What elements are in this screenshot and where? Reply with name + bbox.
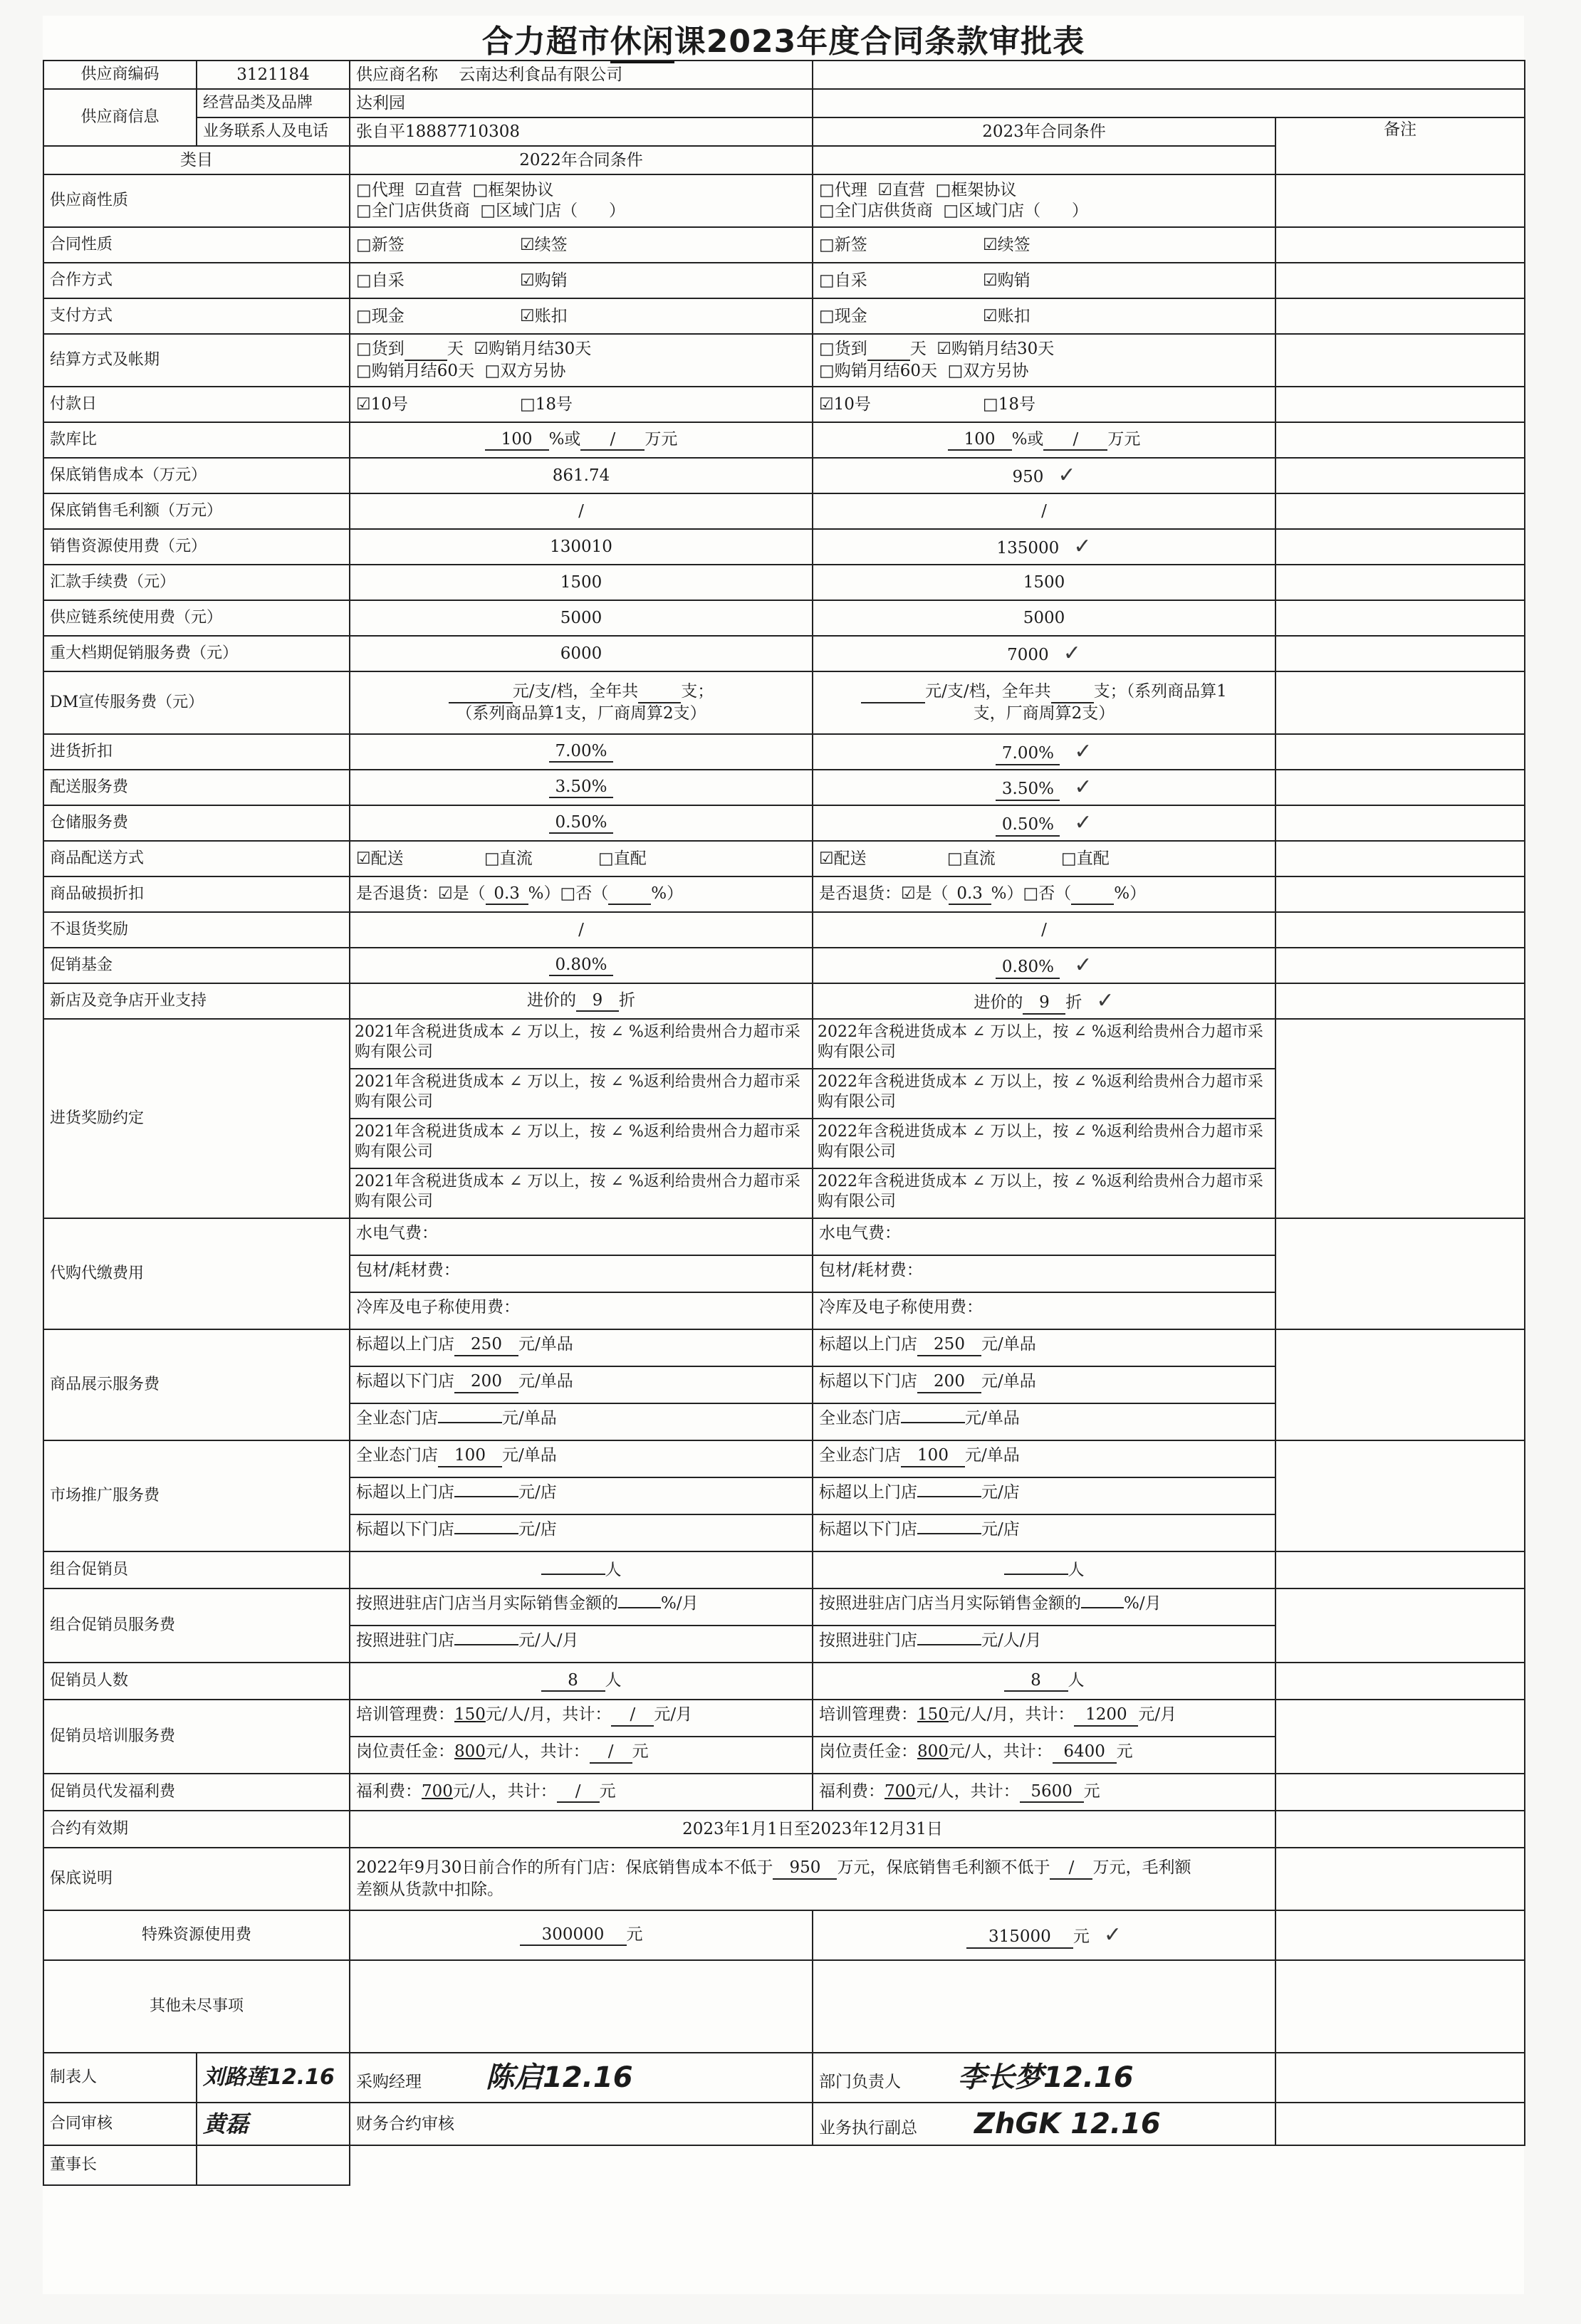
row-ratio: 款库比 100 %或 / 万元 100 %或 / 万元 xyxy=(43,422,1525,458)
row-pay-mode: 支付方式 □现金 ☑账扣 □现金 ☑账扣 xyxy=(43,298,1525,334)
row-new-store: 新店及竞争店开业支持 进价的 9 折 进价的 9 折 ✓ xyxy=(43,983,1525,1019)
row-delivery-fee: 配送服务费 3.50% 3.50% ✓ xyxy=(43,770,1525,805)
row-guarantee: 保底说明 2022年9月30日前合作的所有门店：保底销售成本不低于 950 万元，保底销售毛利额不低于 / 万元，毛利额 差额从货款中扣除。 xyxy=(43,1848,1525,1910)
row-training-fee: 促销员培训服务费 培训管理费：150元/人/月，共计： / 元/月 岗位责任金：800元/人，共计： / 元 培训管理费：150元/人/月，共计： 1200 元/月 岗位责任金：800元/人，共计： 6400 元 xyxy=(43,1700,1525,1774)
row-no-return: 不退货奖励 / / xyxy=(43,912,1525,948)
row-other: 其他未尽事项 xyxy=(43,1960,1525,2053)
row-major-fee: 重大档期促销服务费（元） 6000 7000 ✓ xyxy=(43,636,1525,671)
row-supplier-code xyxy=(43,61,1525,89)
header-2023: 2023年合同条件 xyxy=(813,117,1275,146)
label-supplier-code: 供应商编码 xyxy=(43,61,197,89)
row-delivery-mode: 商品配送方式 ☑配送 □直流 □直配 ☑配送 □直流 □直配 xyxy=(43,841,1525,876)
row-scm-fee: 供应链系统使用费（元） 5000 5000 xyxy=(43,600,1525,636)
title-left: 合力超市 xyxy=(481,23,610,60)
signature-dept-head: 李长梦12.16 xyxy=(958,2061,1134,2094)
header-2022: 2022年合同条件 xyxy=(350,146,813,174)
row-purchase-reward: 进货奖励约定 2021年含税进货成本 ∠ 万以上，按 ∠ %返利给贵州合力超市采购有限公司 2021年含税进货成本 ∠ 万以上，按 ∠ %返利给贵州合力超市采购有限公司 2021年含税进货成本 ∠ 万以上，按 ∠ %返利给贵州合力超市采购有限公司 2021年含税进货成本 ∠ 万以上，按 ∠ %返利给贵州合力超市采购有限公司 2022年含税进货成本 ∠ 万以上，按 ∠ %返利给贵州合力超市采购有限公司 2022年含税进货成本 ∠ 万以上，按 ∠ %返利给贵州合力超市采购有限公司 2022年含税进货成本 ∠ 万以上，按 ∠ %返利给贵州合力超市采购有限公司 2022年含税进货成本 ∠ 万以上，按 ∠ %返利给贵州合力超市采购有限公司 xyxy=(43,1019,1525,1218)
contact: 张自平18887710308 xyxy=(350,117,813,146)
row-coop-mode: 合作方式 □自采 ☑购销 □自采 ☑购销 xyxy=(43,263,1525,298)
row-supplier-nature: 供应商性质 □代理 ☑直营 □框架协议 □全门店供货商 □区域门店（ ） □代理 ☑直营 □框架协议 □全门店供货商 □区域门店（ ） xyxy=(43,174,1525,227)
signature-contract-review: 黄磊 xyxy=(197,2103,350,2145)
signature-vp: ZhGK 12.16 xyxy=(974,2108,1161,2140)
row-discount: 进货折扣 7.00% 7.00% ✓ xyxy=(43,734,1525,770)
row-settle: 结算方式及帐期 □货到 天 ☑购销月结30天 □购销月结60天 □双方另协 □货到 天 ☑购销月结30天 □购销月结60天 □双方另协 xyxy=(43,334,1525,387)
row-sign-3: 董事长 xyxy=(43,2145,1525,2185)
row-welfare: 促销员代发福利费 福利费：700元/人，共计： / 元 福利费：700元/人，共计： 5600 元 xyxy=(43,1774,1525,1811)
row-dm-fee: DM宣传服务费（元） 元/支/档，全年共 支； （系列商品算1支，厂商周算2支） 元/支/档，全年共 支；（系列商品算1 支，厂商周算2支） xyxy=(43,671,1525,734)
row-agency-fee: 代购代缴费用 水电气费： 包材/耗材费： 冷库及电子称使用费： 水电气费： 包材/耗材费： 冷库及电子称使用费： xyxy=(43,1218,1525,1329)
header-remark: 备注 xyxy=(1275,117,1525,174)
signature-buyer-mgr: 陈启12.16 xyxy=(486,2061,633,2094)
row-display-fee: 商品展示服务费 标超以上门店 250 元/单品 标超以下门店 200 元/单品 全业态门店 元/单品 标超以上门店 250 元/单品 标超以下门店 200 元/单品 全业态门店 元/单品 xyxy=(43,1329,1525,1440)
title-right: 课2023年度合同条款审批表 xyxy=(674,23,1085,60)
supplier-code: 3121184 xyxy=(197,61,350,89)
signature-maker: 刘路莲12.16 xyxy=(197,2053,350,2103)
row-combo-staff: 组合促销员 人 人 xyxy=(43,1551,1525,1588)
row-combo-fee: 组合促销员服务费 按照进驻店门店当月实际销售金额的 %/月 按照进驻门店 元/人/月 按照进驻店门店当月实际销售金额的 %/月 按照进驻门店 元/人/月 xyxy=(43,1588,1525,1663)
row-staff-count: 促销员人数 8 人 8 人 xyxy=(43,1663,1525,1700)
header-item: 类目 xyxy=(43,146,350,174)
row-category-brand xyxy=(43,89,1525,117)
row-min-cost: 保底销售成本（万元） 861.74 950 ✓ xyxy=(43,458,1525,493)
supplier-name-cell xyxy=(350,61,813,89)
row-storage-fee: 仓储服务费 0.50% 0.50% ✓ xyxy=(43,805,1525,841)
category-brand: 达利园 xyxy=(350,89,813,117)
approval-form xyxy=(43,16,1524,2294)
row-market-fee: 市场推广服务费 全业态门店 100 元/单品 标超以上门店 元/店 标超以下门店 元/店 全业态门店 100 元/单品 标超以上门店 元/店 标超以下门店 元/店 xyxy=(43,1440,1525,1551)
row-sign-2: 合同审核 黄磊 财务合约审核 业务执行副总 ZhGK 12.16 xyxy=(43,2103,1525,2145)
row-promo-fund: 促销基金 0.80% 0.80% ✓ xyxy=(43,948,1525,983)
row-contract-nature: 合同性质 □新签 ☑续签 □新签 ☑续签 xyxy=(43,227,1525,263)
row-special: 特殊资源使用费 300000 元 315000 元 ✓ xyxy=(43,1910,1525,1960)
label-contact: 业务联系人及电话 xyxy=(197,117,350,146)
row-remit-fee: 汇款手续费（元） 1500 1500 xyxy=(43,565,1525,600)
row-contact xyxy=(43,117,1525,146)
row-damage: 商品破损折扣 是否退货：☑是（ 0.3 %）□否（ %） 是否退货：☑是（ 0.3 %）□否（ %） xyxy=(43,876,1525,912)
form-title xyxy=(43,16,1524,63)
row-resource-fee: 销售资源使用费（元） 130010 135000 ✓ xyxy=(43,529,1525,565)
supplier-name: 云南达利食品有限公司 xyxy=(459,65,623,84)
label-category-brand: 经营品类及品牌 xyxy=(197,89,350,117)
label-supplier-info: 供应商信息 xyxy=(43,89,197,146)
contract-table xyxy=(43,60,1525,2186)
row-pay-date: 付款日 ☑10号 □18号 ☑10号 □18号 xyxy=(43,387,1525,422)
nature-2022: □代理 ☑直营 □框架协议 □全门店供货商 □区域门店（ ） xyxy=(350,174,813,227)
row-min-margin: 保底销售毛利额（万元） / / xyxy=(43,493,1525,529)
row-validity: 合约有效期 2023年1月1日至2023年12月31日 xyxy=(43,1811,1525,1848)
row-sign-1: 制表人 刘路莲12.16 采购经理 陈启12.16 部门负责人 李长梦12.16 xyxy=(43,2053,1525,2103)
nature-2023: □代理 ☑直营 □框架协议 □全门店供货商 □区域门店（ ） xyxy=(813,174,1275,227)
title-dept: 休闲 xyxy=(610,16,674,63)
label-supplier-name: 供应商名称 xyxy=(356,65,438,84)
